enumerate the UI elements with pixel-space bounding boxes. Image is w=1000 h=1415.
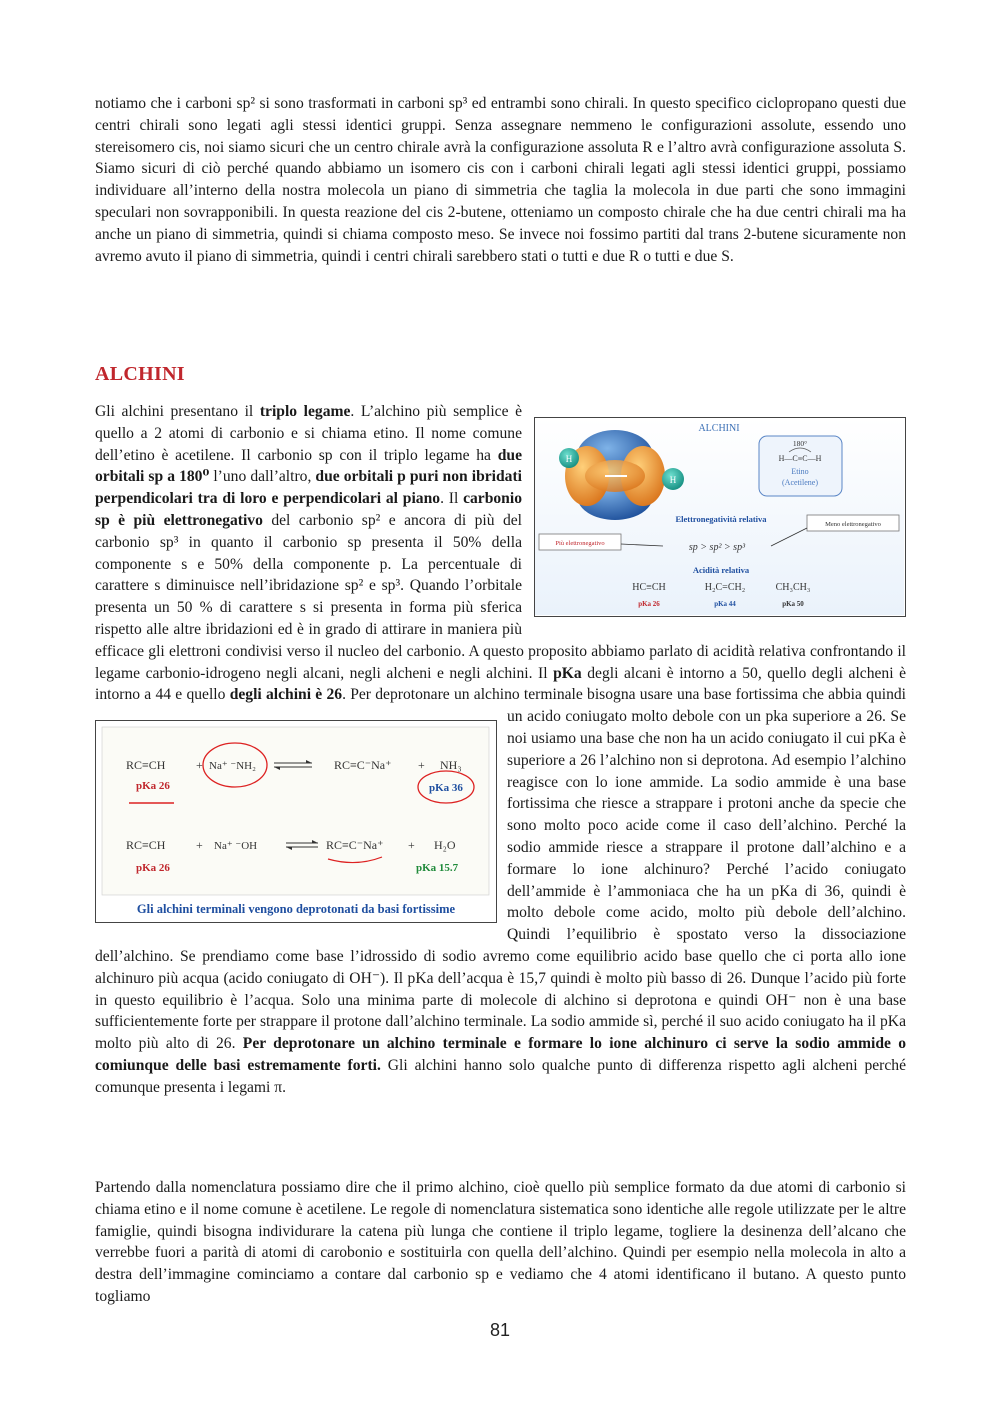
fig1-title: ALCHINI xyxy=(698,423,740,434)
r1-pk-right: pKa 36 xyxy=(429,782,463,795)
alkyne-figure xyxy=(534,417,906,617)
fig1-angle: 180° xyxy=(792,439,808,448)
text-run: . L’alchino più semplice è quello a 2 atomi di carbonio e si chiama etino. Il nome comune dell’etino è acetilene. Il carbonio sp con il triplo legame ha xyxy=(95,403,523,464)
r1-pk-left: pKa 26 xyxy=(136,780,170,793)
figure-caption: Gli alchini terminali vengono deprotonati da basi fortissime xyxy=(136,902,456,917)
bold-run: degli alchini è 26 xyxy=(229,686,343,704)
deprotonation-figure xyxy=(95,720,497,923)
bold-run: Per deprotonare un alchino terminale e formare lo ione alchinuro ci serve la sodio ammide o comiunque delle basi estremamente forti. xyxy=(95,1035,906,1074)
text-run: terminale bisogna usare una base fortissima che abbia quindi un acido coniugato molto debole con un pka superiore a 26. Se noi usiamo una base che non ha un acido coniugato il cui pKa è superiore a 26 l’alchino non si deprotona. Ad esempio l’alchino reagisce con lo ione ammide. La sodio ammide è una base fortissima che riesce a strappare i protoni anche da specie che sono molto poco acide come il caso dell’alchino. Perché la sodio ammide riesce a strappare il protone dall’alchino e a formare lo ione alchinuro? Perché l’acido coniugato dell’ammide è l’ammoniaca che ha un pKa di 36, quindi è molto debole come acido, molto più debole dell’alchino. Quindi l’equilibrio è spostato verso la dissociazione dell’alchino. Se prendiamo come base l’idrossido di sodio avremo come equilibrio acido base quello che ci porta allo ione alchinuro più acqua (acido coniugato di OH⁻). Il pKa dell’acqua è 15,7 quindi è molto più basso di 26. Dunque l’acido più forte in questo equilibrio è l’acqua. Solo una minima parte di molecole di alchino si deprotona e quindi OH⁻ non è una base sufficientemente forte per strappare il protone dall’alchino terminale. La sodio ammide sì, perché il suo acido coniugato ha il pKa molto più alto di 26. xyxy=(95,686,907,1053)
text-run: . Il xyxy=(440,490,464,508)
bold-run: triplo legame xyxy=(259,403,351,420)
r1-plus2: + xyxy=(418,758,425,773)
fig1-formula: H—C≡C—H xyxy=(778,454,822,463)
text-run: Gli alchini hanno solo qualche punto di differenza rispetto agli alcheni perché comunque presenta i legami π. xyxy=(95,1056,906,1096)
r2-base: Na⁺ ⁻OH xyxy=(214,840,258,853)
less-electroneg-label: Meno elettronegativo xyxy=(825,521,881,528)
bold-run: carbonio sp è più elettronegativo xyxy=(95,490,522,529)
fig1-name2: (Acetilene) xyxy=(782,478,818,487)
acidity-mol3: CH₃CH₃ xyxy=(775,582,811,593)
acidity-pk3: pKa 50 xyxy=(782,600,804,608)
r2-plus2: + xyxy=(408,838,415,853)
svg-text:H: H xyxy=(669,475,677,485)
page-number: 81 xyxy=(489,1320,511,1340)
r2-pk-left: pKa 26 xyxy=(136,862,170,875)
r1-ammonia: NH₃ xyxy=(440,758,462,773)
acidity-title: Acidità relativa xyxy=(692,565,750,575)
paragraph-intro: notiamo che i carboni sp² si sono trasformati in carboni sp³ ed entrambi sono chirali. In questo specifico ciclopropano questi due centri chirali sono legati agli stessi identici gruppi. Senza assegnare nemmeno le configurazioni assolute, essendo uno stereisomero cis, noi siamo sicuri che un centro chirale avrà la configurazione assoluta R e l’altro avrà configurazione assoluta S. Siamo sicuri di ciò perché quando abbiamo un isomero cis con i carboni chirali legati agli stessi identici gruppi, possiamo individuare all’interno della nostra molecola un piano di simmetria che taglia la molecola in due parti che sono immagini speculari non sovrapponibili. In questa reazione del cis 2-butene, otteniamo un composto chirale che ha due centri chirali ma ha anche un piano di simmetria, quindi si chiama composto meso. Se invece noi fossimo partiti dal trans 2-butene sicuramente non avremo avuto il piano di simmetria, quindi i centri chirali sarebbero stati o tutti e due R o tutti e due S. xyxy=(95,95,906,265)
bold-run: due orbitali sp a 180⁰ xyxy=(95,446,522,486)
text-run: del carbonio sp² e ancora di più del carbonio sp³ in quanto il carbonio sp presenta il 50% della componente s e 50% della componente p. La percentuale di carattere s diminuisce nell’ibridazione sp² e sp³. Quando l’orbitale presenta un 50 % di carattere s si presenta in forma più sferica rispetto alle altre ibridazioni ed è in grado di attirare in maniera più efficace gli elettroni condivisi verso il nucleo del carbonio. A questo proposito abbiamo parlato di acidità relativa confrontando il legame carbonio-idrogeno negli alcani, negli alcheni e negli alchini. Il xyxy=(95,511,906,682)
alkyne-figure-graphic xyxy=(535,418,904,615)
r2-alkyne: RC≡CH xyxy=(126,838,166,853)
r1-product: RC≡C⁻Na⁺ xyxy=(334,758,392,773)
deprotonation-figure-graphic xyxy=(96,721,495,921)
more-electroneg-label: Più elettronegativo xyxy=(555,540,605,547)
fig1-name1: Etino xyxy=(791,467,809,476)
electronegativity-title: Elettronegatività relativa xyxy=(675,514,767,524)
section-heading: ALCHINI xyxy=(95,363,185,385)
acidity-mol1: HC≡CH xyxy=(632,582,666,593)
electroneg-series: sp > sp² > sp³ xyxy=(688,542,746,553)
r1-alkyne: RC≡CH xyxy=(126,758,166,773)
acidity-mol2: H₂C=CH₂ xyxy=(704,582,746,593)
text-run: degli alcani è intorno a 50, quello degli alcheni è intorno a 44 e quello xyxy=(95,664,907,704)
text-run: l’uno dall’altro, xyxy=(209,468,316,486)
bold-run: pKa xyxy=(553,664,582,682)
text-run: Gli alchini presentano il xyxy=(95,403,260,420)
r2-product: RC≡C⁻Na⁺ xyxy=(326,838,384,853)
acidity-pk2: pKa 44 xyxy=(714,600,736,608)
text-run: . Per deprotonare un alchino xyxy=(342,686,520,704)
r1-base: Na⁺ ⁻NH₂ xyxy=(209,760,256,773)
acidity-pk1: pKa 26 xyxy=(638,600,660,608)
paragraph-nomenclature: Partendo dalla nomenclatura possiamo dire che il primo alchino, cioè quello più semplice formato da due atomi di carbonio si chiama etino e il nome comune è acetilene. Le regole di nomenclatura sistematica sono identiche alle regole utilizzate per le altre famiglie, quindi bisogna individurare la catena più lunga che contiene il triplo legame, togliere la desinenza dell’alcano che verrebbe fuori a parità di atomi di carobonio e sostituirla con quella dell’alchino. Quindi per esempio nella molecola in alto a destra dell’immagine cominciamo a contare dal carbonio sp e vediamo che 4 atomi identificano il butano. A questo punto togliamo xyxy=(95,1179,906,1305)
r2-plus1: + xyxy=(196,838,203,853)
r2-water: H₂O xyxy=(434,838,456,853)
r1-plus1: + xyxy=(196,758,203,773)
r2-pk-right: pKa 15.7 xyxy=(416,862,459,875)
svg-text:H: H xyxy=(565,454,573,464)
bold-run: due orbitali p puri non ibridati perpendicolari tra di loro e perpendicolari al piano xyxy=(95,468,522,508)
